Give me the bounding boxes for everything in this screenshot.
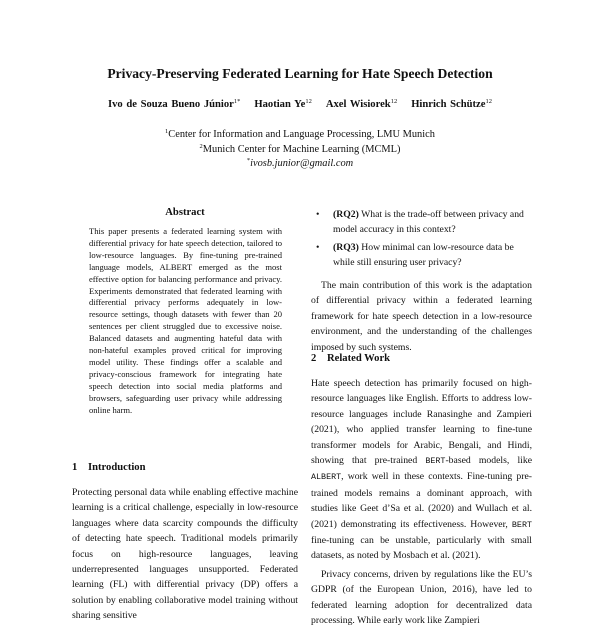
code-term: BERT [425,456,446,467]
rq-text: What is the trade-off between privacy and model accuracy in this context? [333,209,524,236]
email-marker: * [246,157,251,164]
section-number: 2 [311,353,317,364]
introduction-text: Protecting personal data while enabling effective machine learning is a critical challenge, especially in low-resource languages where data scarcity compounds the difficulty of detecting hate speech. Traditional models primarily focus on high-resource languages, leaving underrepresented languages unsupported. Federated learning (FL) with differential privacy (DP) offers a solution by enabling collaborative model training without sharing sensitive [72,487,298,622]
related-work-text [311,376,532,629]
research-question-item [316,207,532,238]
affiliation-text: Munich Center for Machine Learning (MCML) [202,144,401,155]
text-run: Hate speech detection has primarily focused on high-resource languages like English. Efforts to address low-resource languages include Ranasinghe and Zampieri (2021), who applied transfer learning to fine-tune transformer models for Arabic, Bengali, and Hindi, showing that pre-trained [311,378,532,467]
affiliation-1 [0,128,600,140]
rq-text: How minimal can low-resource data be while still ensuring user privacy? [333,242,514,269]
author-name: Axel Wisiorek [325,99,391,110]
section-title: Related Work [327,353,391,364]
contribution-paragraph [311,278,532,355]
section-title: Introduction [88,462,146,473]
code-term: ALBERT [311,472,342,483]
contribution-text: The main contribution of this work is the adaptation of differential privacy within a federated learning framework for hate speech detection in a low-resource environment, and the understanding of the challenges imposed by such systems. [311,280,532,353]
bullet: • [316,242,320,253]
email-text: ivosb.junior@gmail.com [250,158,354,169]
related-work-paragraph-2: Privacy concerns, driven by regulations like the EU’s GDPR (of the European Union, 2016), have led to federated learning adoption for decentralized data processing. While early work like Zampieri [311,568,532,627]
author-name: Hinrich Schütze [411,99,486,110]
rq-label: (RQ3) [333,242,359,253]
code-term: BERT [511,519,532,530]
affiliation-text: Center for Information and Language Processing, LMU Munich [168,129,435,140]
affiliation-2 [0,143,600,155]
affiliation-marker: 2 [199,143,203,150]
section-heading-introduction [72,462,146,473]
author-affiliation-marker: 12 [390,98,398,105]
section-number: 1 [72,462,78,473]
author-list [0,98,600,110]
contact-email [0,157,600,169]
paper-title: Privacy-Preserving Federated Learning for Hate Speech Detection [107,66,493,81]
author-name: Haotian Ye [254,99,306,110]
author-affiliation-marker: 1* [233,98,241,105]
research-question-item [316,240,532,271]
author-name: Ivo de Souza Bueno Júnior [108,99,234,110]
text-run: -based models, like [445,455,532,467]
abstract-text: This paper presents a federated learning system with differential privacy for hate speech detection, tailored to low-resource languages. By fine-tuning pre-trained language models, ALBERT emerged as the most effective option for balancing performance and privacy. Experiments demonstrated that federated learning with differential privacy performs adequately in low-resource settings, though datasets with fewer than 20 sentences per client struggled due to excessive noise. Balanced datasets and augmenting hateful data with non-hateful examples proved critical for improving model utility. These findings offer a scalable and privacy-conscious framework for integrating hate speech detection into social media platforms and browsers, safeguarding user privacy while addressing online harm. [89,226,282,415]
related-work-paragraph-1 [311,376,532,564]
abstract-heading: Abstract [165,207,205,218]
rq-label: (RQ2) [333,209,359,220]
affiliation-marker: 1 [165,128,169,135]
section-heading-related-work [311,353,390,364]
text-run: , work well in these contexts. Fine-tuning pre-trained models remains a dominant approach, with studies like Geet d’Sa et al. (2020) and Wullach et al. (2021) demonstrating its effectiveness. However, [311,471,532,530]
text-run: fine-tuning can be unstable, particularly with small datasets, as noted by Mosbach et al. (2021). [311,535,532,562]
bullet: • [316,209,320,220]
author-affiliation-marker: 12 [485,98,492,105]
author-affiliation-marker: 12 [305,98,312,105]
